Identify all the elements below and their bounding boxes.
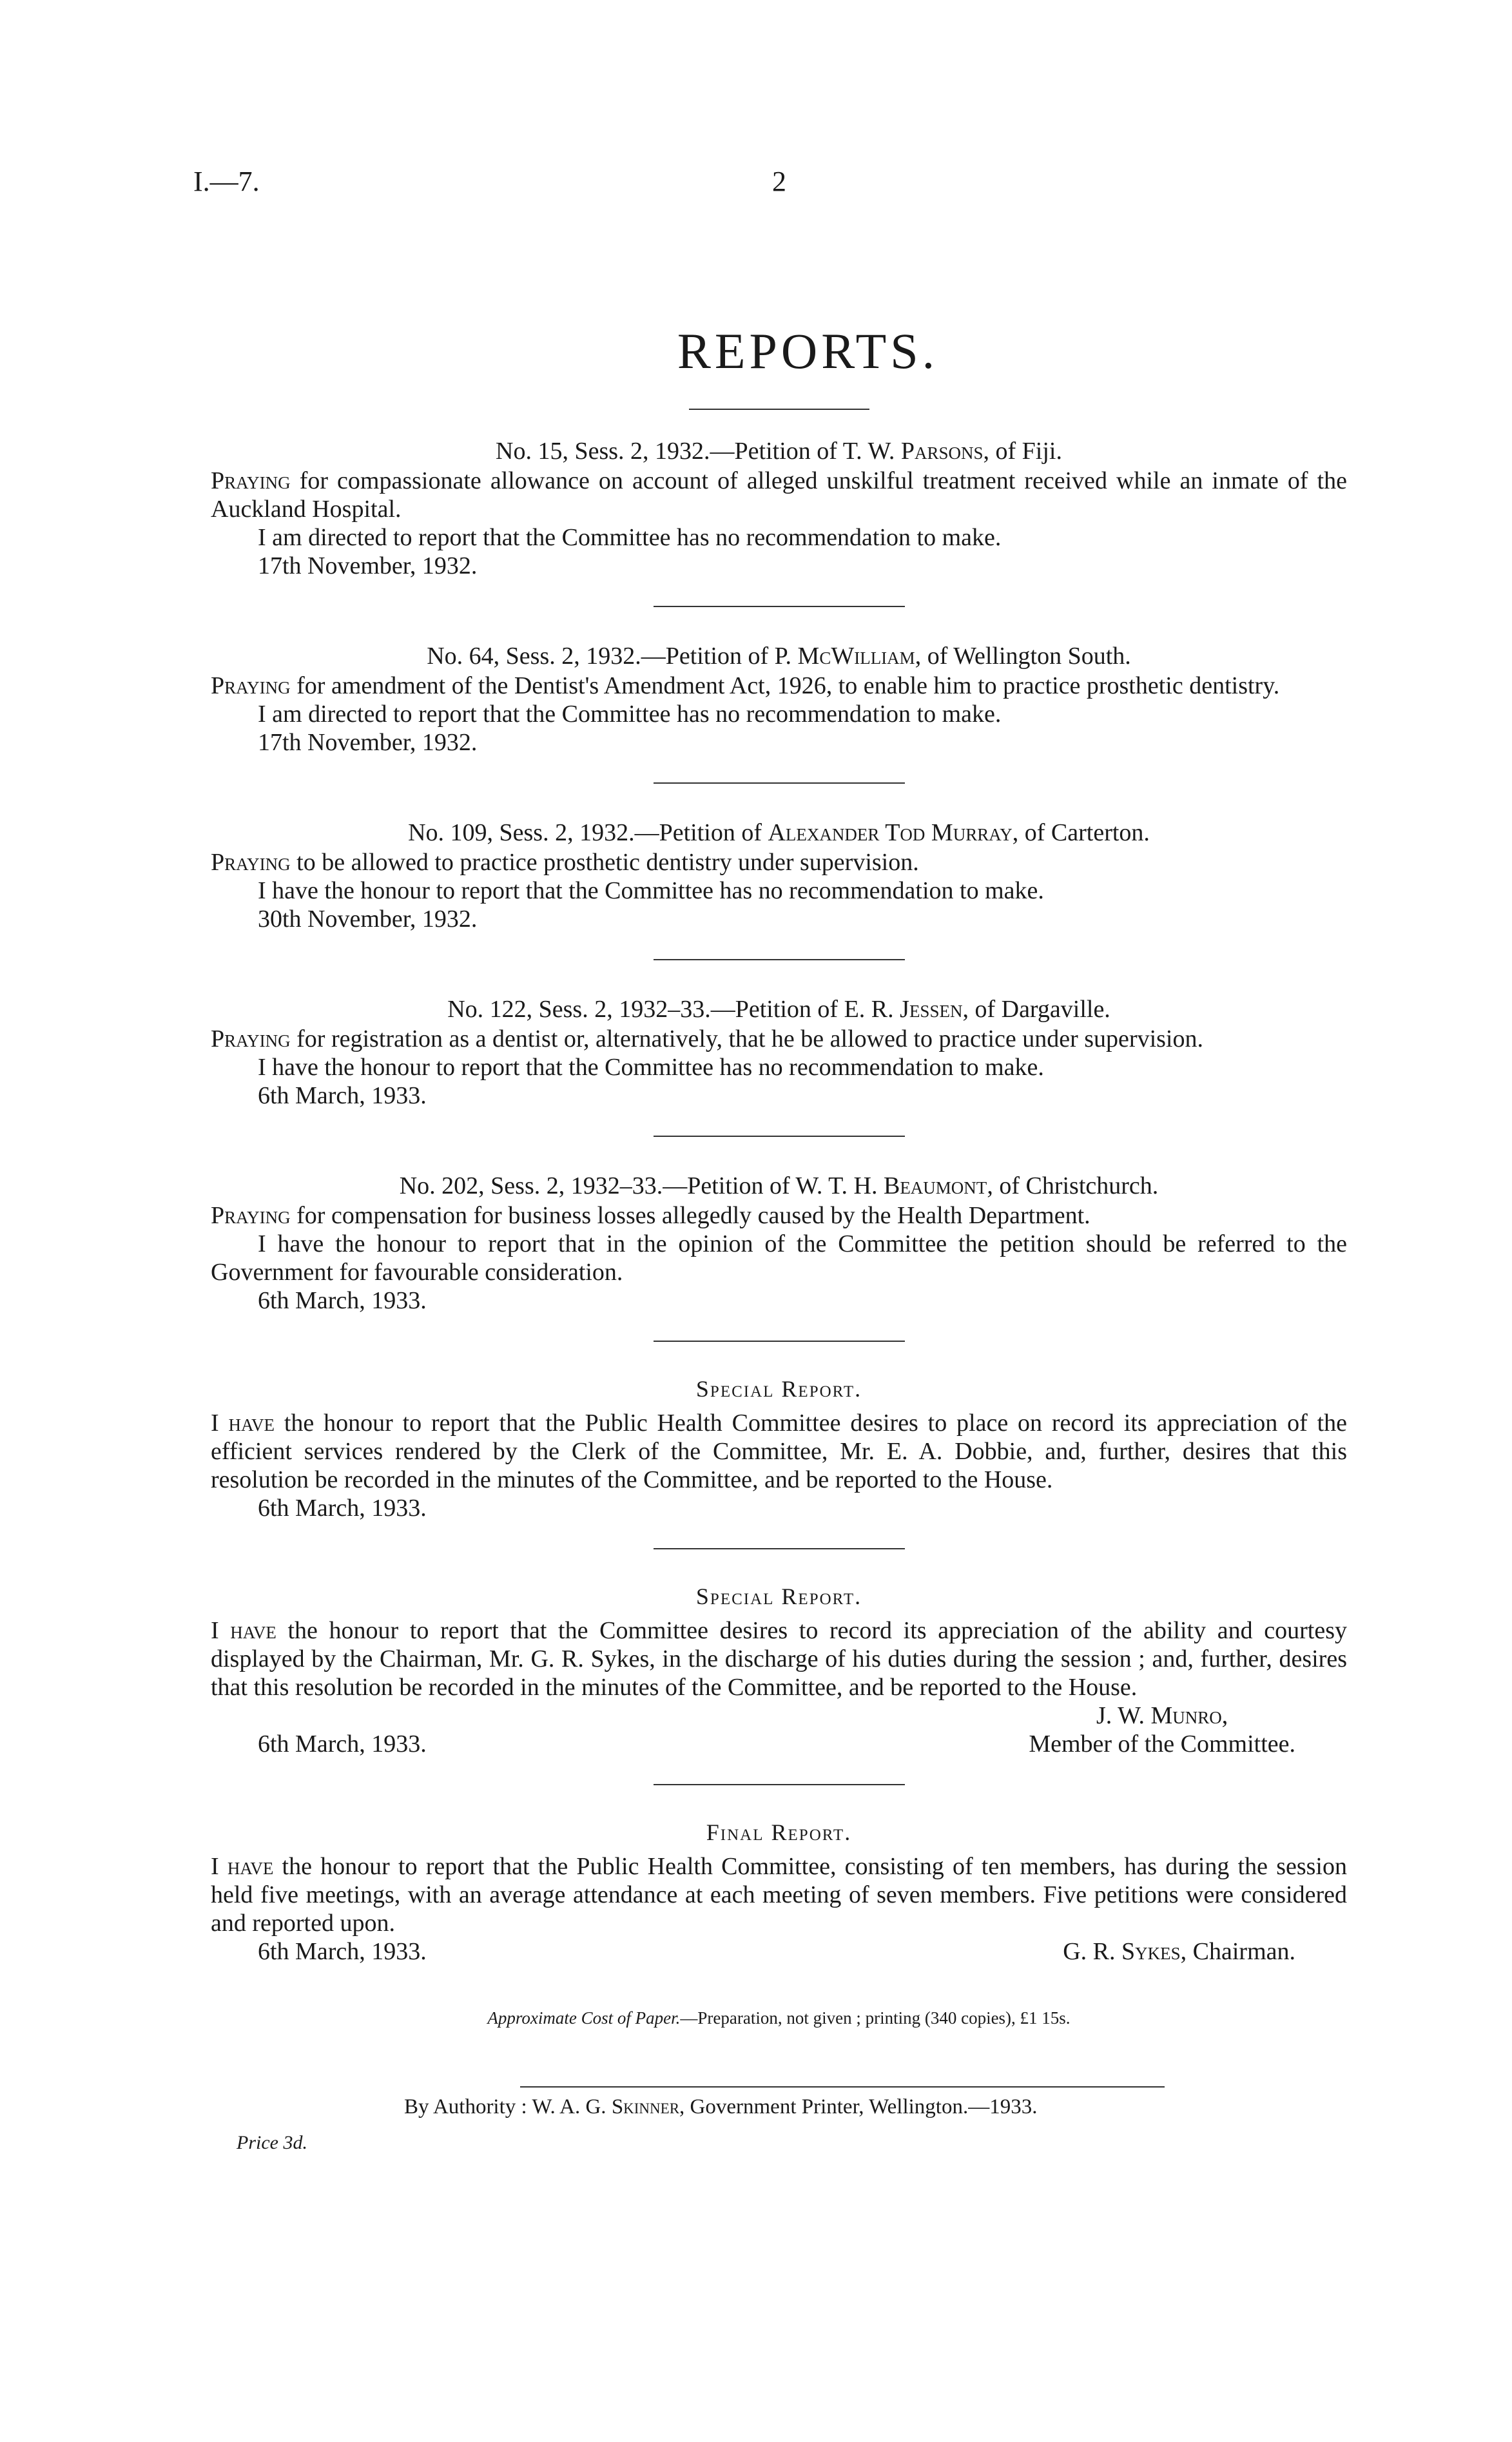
- final-report-text: [211, 1852, 1347, 1937]
- signatory: [1063, 1937, 1347, 1966]
- praying-text: for registration as a dentist or, alternatively, that he be allowed to practice under supervision.: [290, 1025, 1203, 1052]
- final-report-heading: Final Report.: [706, 1819, 852, 1845]
- final-report: [211, 1819, 1347, 1966]
- signatory-initials: J. W.: [1096, 1702, 1151, 1729]
- praying-text: for amendment of the Dentist's Amendment Act, 1926, to enable him to practice prosthetic dentistry.: [290, 672, 1280, 699]
- printer-name: Skinner: [611, 2095, 680, 2118]
- special-report-heading: Special Report.: [695, 1376, 862, 1402]
- petition-report: I have the honour to report that the Committee has no recommendation to make.: [258, 1054, 1044, 1081]
- signature-block: [1029, 1701, 1347, 1758]
- section-divider: [654, 959, 905, 960]
- signature-row: [211, 1701, 1347, 1758]
- petition-heading: [211, 994, 1347, 1025]
- document-body: [211, 322, 1347, 2154]
- section-divider: [654, 1136, 905, 1137]
- section-divider: [654, 1341, 905, 1342]
- praying-word: Praying: [211, 849, 291, 876]
- section-divider: [654, 606, 905, 607]
- petition-praying: [211, 672, 1347, 700]
- signatory-name: Munro: [1150, 1702, 1222, 1729]
- petition-122: [211, 994, 1347, 1110]
- petition-heading: [211, 1170, 1347, 1201]
- printer-authority: [404, 2095, 1347, 2119]
- petition-heading-suffix: , of Fiji.: [983, 438, 1062, 465]
- praying-text: for compensation for business losses allegedly caused by the Health Department.: [290, 1202, 1090, 1229]
- cost-of-paper: [211, 2008, 1347, 2028]
- petition-date: 17th November, 1932.: [258, 729, 478, 756]
- signatory-initials: G. R.: [1063, 1938, 1121, 1965]
- petition-heading-prefix: No. 64, Sess. 2, 1932.—Petition of P.: [427, 643, 798, 670]
- page-title: REPORTS.: [677, 323, 939, 379]
- authority-prefix: By Authority : W. A. G.: [404, 2095, 612, 2118]
- authority-suffix: , Government Printer, Wellington.—1933.: [679, 2095, 1038, 2118]
- section-divider: [654, 782, 905, 784]
- petition-heading: [211, 641, 1347, 672]
- price: Price 3d.: [237, 2132, 307, 2153]
- petition-report: I am directed to report that the Committee has no recommendation to make.: [258, 701, 1002, 728]
- petitioner-name: Beaumont: [883, 1172, 987, 1199]
- petitioner-name: Parsons: [900, 438, 984, 465]
- report-lead-word: I have: [211, 1617, 276, 1644]
- petition-heading-prefix: No. 15, Sess. 2, 1932.—Petition of T. W.: [496, 438, 901, 465]
- petition-heading-prefix: No. 122, Sess. 2, 1932–33.—Petition of E. R.: [447, 996, 900, 1023]
- praying-word: Praying: [211, 1202, 291, 1229]
- petition-heading-suffix: , of Carterton.: [1012, 819, 1150, 846]
- petition-praying: [211, 848, 1347, 877]
- petition-report: I have the honour to report that the Committee has no recommendation to make.: [258, 877, 1044, 904]
- praying-word: Praying: [211, 672, 291, 699]
- petition-heading: [211, 436, 1347, 467]
- petition-109: [211, 817, 1347, 933]
- page-number: 2: [772, 166, 786, 197]
- petition-date: 17th November, 1932.: [258, 552, 478, 579]
- signature-row: [211, 1937, 1347, 1966]
- petition-report: I am directed to report that the Committee has no recommendation to make.: [258, 524, 1002, 551]
- petition-64: [211, 641, 1347, 757]
- final-report-date: 6th March, 1933.: [258, 1938, 427, 1965]
- praying-text: to be allowed to practice prosthetic dentistry under supervision.: [290, 849, 919, 876]
- praying-word: Praying: [211, 467, 291, 494]
- petition-praying: [211, 1025, 1347, 1053]
- petition-date: 30th November, 1932.: [258, 906, 478, 933]
- report-lead-word: I have: [211, 1410, 275, 1437]
- petition-heading-prefix: No. 109, Sess. 2, 1932.—Petition of: [408, 819, 768, 846]
- praying-word: Praying: [211, 1025, 291, 1052]
- signatory-suffix: ,: [1221, 1702, 1228, 1729]
- praying-text: for compassionate allowance on account of alleged unskilful treatment received while an inmate of the Auckland Hospital.: [211, 467, 1347, 523]
- cost-label: Approximate Cost of Paper.: [487, 2008, 681, 2028]
- report-body: the honour to report that the Committee desires to record its appreciation of the ability and courtesy displayed by the Chairman, Mr. G. R. Sykes, in the discharge of his duties during the session ; and, further, desires that this resolution be recorded in the minutes of the Committee, and be reported to the House.: [211, 1617, 1347, 1701]
- special-report-2: [211, 1583, 1347, 1758]
- petitioner-name: McWilliam: [797, 643, 915, 670]
- special-report-1: [211, 1375, 1347, 1522]
- footer-divider: [520, 2086, 1165, 2088]
- report-body: the honour to report that the Public Health Committee, consisting of ten members, has during the session held five meetings, with an average attendance at each meeting of seven members. Five petitions were considered and reported upon.: [211, 1853, 1347, 1937]
- section-divider: [654, 1548, 905, 1549]
- special-report-text: [211, 1409, 1347, 1494]
- special-report-text: [211, 1616, 1347, 1701]
- petition-heading-prefix: No. 202, Sess. 2, 1932–33.—Petition of W. T. H.: [399, 1172, 884, 1199]
- petition-15: [211, 436, 1347, 580]
- petition-report: I have the honour to report that in the opinion of the Committee the petition should be referred to the Government for favourable consideration.: [211, 1230, 1347, 1286]
- special-report-date: 6th March, 1933.: [258, 1730, 427, 1758]
- petition-heading-suffix: , of Christchurch.: [987, 1172, 1159, 1199]
- page-reference: I.—7.: [193, 166, 260, 197]
- petition-heading-suffix: , of Dargaville.: [962, 996, 1110, 1023]
- petition-heading-suffix: , of Wellington South.: [915, 643, 1131, 670]
- signatory: [1029, 1701, 1295, 1730]
- report-body: the honour to report that the Public Health Committee desires to place on record its appreciation of the efficient services rendered by the Clerk of the Committee, Mr. E. A. Dobbie, and, further, desires that this resolution be recorded in the minutes of the Committee, and be reported to the House.: [211, 1410, 1347, 1493]
- petitioner-name: Jessen: [900, 996, 963, 1023]
- petition-praying: [211, 1201, 1347, 1230]
- special-report-date: 6th March, 1933.: [258, 1495, 427, 1522]
- report-lead-word: I have: [211, 1853, 274, 1880]
- petition-praying: [211, 467, 1347, 523]
- special-report-heading: Special Report.: [695, 1584, 862, 1609]
- petition-date: 6th March, 1933.: [258, 1082, 427, 1109]
- petitioner-name: Alexander Tod Murray: [768, 819, 1013, 846]
- signatory-suffix: , Chairman.: [1180, 1938, 1295, 1965]
- petition-202: [211, 1170, 1347, 1315]
- section-divider: [654, 1784, 905, 1785]
- title-divider: [689, 409, 869, 410]
- petition-heading: [211, 817, 1347, 848]
- cost-text: —Preparation, not given ; printing (340 copies), £1 15s.: [680, 2008, 1071, 2028]
- signatory-name: Sykes: [1121, 1938, 1181, 1965]
- petition-date: 6th March, 1933.: [258, 1287, 427, 1314]
- signatory-title: Member of the Committee.: [1029, 1730, 1295, 1758]
